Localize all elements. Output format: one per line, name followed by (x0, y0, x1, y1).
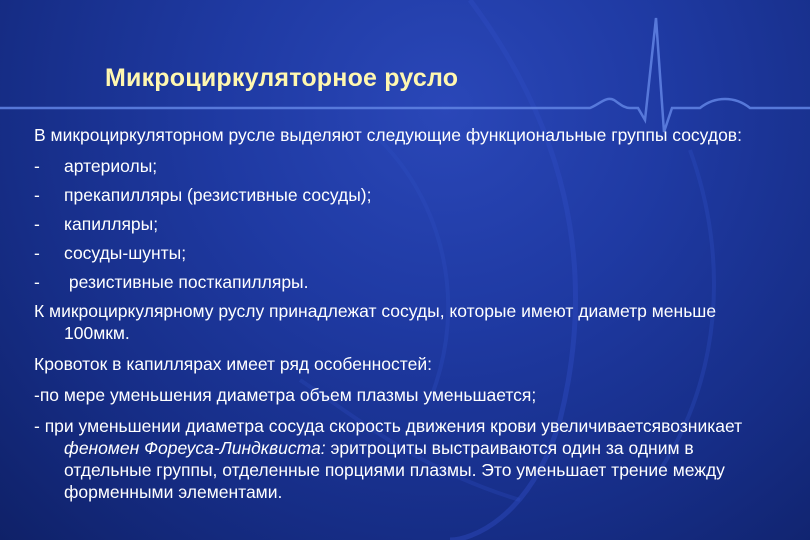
list-item-text: сосуды-шунты; (64, 243, 187, 263)
slide-title: Микроциркуляторное русло (105, 64, 459, 92)
bullet-dash: - (34, 156, 40, 176)
flow-point-2-text: - при уменьшении диаметра сосуда скорость движения крови увеличиваетсявозникает (34, 416, 743, 436)
bullet-dash: - (34, 272, 40, 292)
list-item (34, 155, 774, 177)
bullet-dash: - (34, 214, 40, 234)
list-item (34, 213, 774, 235)
list-item (34, 184, 774, 206)
diameter-paragraph: К микроциркулярному руслу принадлежат сосуды, которые имеют диаметр меньше 100мкм. (34, 301, 717, 343)
slide-content (34, 124, 774, 512)
flow-intro-paragraph: Кровоток в капиллярах имеет ряд особенностей: (34, 354, 432, 374)
list-item-text: прекапилляры (резистивные сосуды); (64, 185, 372, 205)
bullet-dash: - (34, 185, 40, 205)
intro-paragraph: В микроциркуляторном русле выделяют следующие функциональные группы сосудов: (34, 125, 742, 145)
list-item-text: капилляры; (64, 214, 159, 234)
list-item (34, 242, 774, 264)
phenomenon-term: феномен Фореуса-Линдквиста: (64, 438, 326, 458)
list-item-text: резистивные посткапилляры. (64, 272, 309, 292)
flow-point-1: -по мере уменьшения диаметра объем плазмы уменьшается; (34, 385, 537, 405)
flow-point-2 (34, 415, 774, 503)
bullet-dash: - (34, 243, 40, 263)
flow-point-2-continuation: эритроциты выстраиваются один за одним в отдельные группы, отделенные порциями плазмы. Это уменьшает трение между форменными элементами. (64, 438, 725, 502)
list-item-text: артериолы; (64, 156, 158, 176)
list-item (34, 271, 774, 293)
